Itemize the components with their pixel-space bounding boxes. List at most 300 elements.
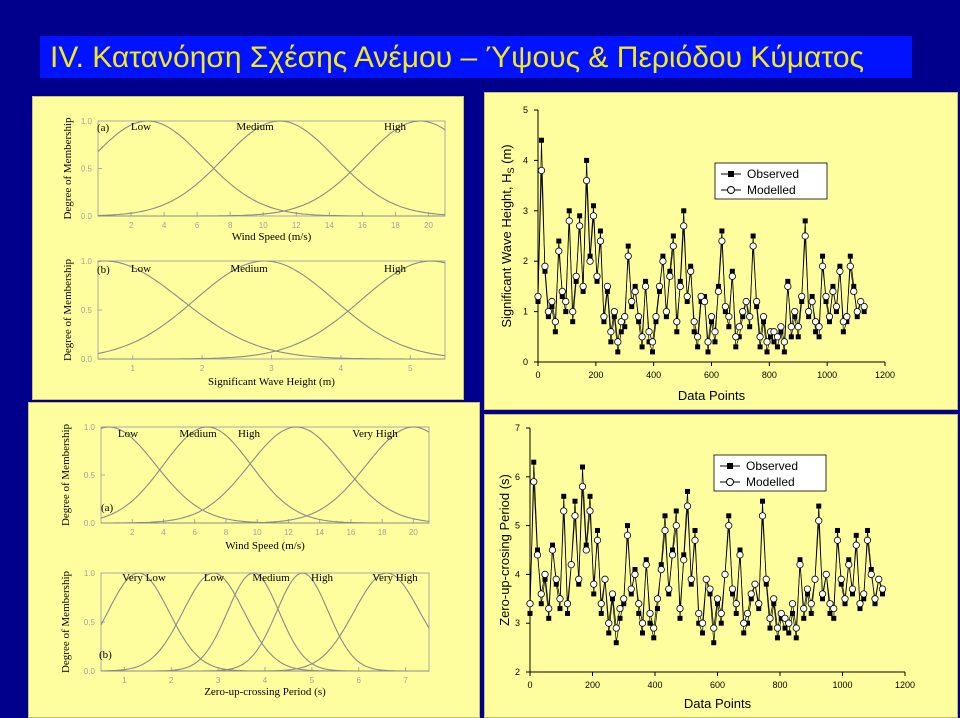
series-label: Low xyxy=(130,263,152,275)
x-axis-label: Zero-up-crossing Period (s) xyxy=(204,686,326,698)
x-tick-label: 10 xyxy=(258,221,268,230)
panel-label: (b) xyxy=(99,649,112,661)
membership-curve xyxy=(101,573,429,671)
observed-point xyxy=(650,349,655,354)
modelled-point xyxy=(667,273,673,279)
modelled-point xyxy=(534,552,540,558)
x-tick-label: 600 xyxy=(709,680,726,690)
modelled-point xyxy=(788,324,794,330)
legend-marker xyxy=(727,479,734,486)
x-tick-label: 8 xyxy=(227,221,233,230)
modelled-point xyxy=(583,547,589,553)
y-tick-label: 3 xyxy=(522,205,528,216)
series-label: High xyxy=(311,572,333,584)
observed-point xyxy=(741,630,746,635)
timeseries-chart-4 xyxy=(499,105,895,403)
modelled-point xyxy=(654,596,660,602)
timeseries-chart-5 xyxy=(497,423,915,711)
modelled-point xyxy=(699,620,705,626)
observed-point xyxy=(775,635,780,640)
membership-curve xyxy=(98,261,445,359)
modelled-point xyxy=(573,273,579,279)
membership-curve xyxy=(101,573,429,671)
modelled-point xyxy=(707,586,713,592)
observed-point xyxy=(801,616,806,621)
modelled-point xyxy=(712,329,718,335)
y-tick-label: 0.5 xyxy=(83,618,95,627)
y-tick-label: 1 xyxy=(522,306,528,317)
observed-point xyxy=(803,218,808,223)
modelled-point xyxy=(604,283,610,289)
observed-point xyxy=(695,344,700,349)
observed-point xyxy=(615,349,620,354)
observed-point xyxy=(719,228,724,233)
y-tick-label: 3 xyxy=(514,618,520,629)
modelled-point xyxy=(711,625,717,631)
x-tick-label: 14 xyxy=(324,221,334,230)
x-tick-label: 8 xyxy=(223,528,229,537)
modelled-point xyxy=(559,288,565,294)
modelled-point xyxy=(778,324,784,330)
observed-point xyxy=(711,640,716,645)
observed-point xyxy=(531,460,536,465)
observed-point xyxy=(567,208,572,213)
modelled-point xyxy=(615,339,621,345)
modelled-point xyxy=(793,625,799,631)
observed-point xyxy=(606,630,611,635)
modelled-point xyxy=(808,600,814,606)
modelled-point xyxy=(733,334,739,340)
observed-point xyxy=(539,138,544,143)
modelled-point xyxy=(719,238,725,244)
series-label: Low xyxy=(203,572,225,584)
modelled-point xyxy=(756,600,762,606)
modelled-point xyxy=(561,508,567,514)
modelled-point xyxy=(566,218,572,224)
modelled-point xyxy=(854,308,860,314)
modelled-point xyxy=(729,586,735,592)
modelled-point xyxy=(570,308,576,314)
modelled-point xyxy=(556,248,562,254)
modelled-point xyxy=(635,313,641,319)
modelled-point xyxy=(701,298,707,304)
x-tick-label: 12 xyxy=(291,221,301,230)
modelled-point xyxy=(666,586,672,592)
observed-point xyxy=(563,309,568,314)
y-tick-label: 2 xyxy=(522,256,528,267)
observed-point xyxy=(651,635,656,640)
plot-frame xyxy=(101,427,429,523)
modelled-point xyxy=(598,600,604,606)
modelled-point xyxy=(617,605,623,611)
modelled-point xyxy=(715,288,721,294)
modelled-point xyxy=(601,313,607,319)
modelled-point xyxy=(606,620,612,626)
modelled-point xyxy=(647,610,653,616)
modelled-point xyxy=(726,522,732,528)
modelled-point xyxy=(771,596,777,602)
modelled-point xyxy=(842,596,848,602)
y-tick-label: 0.5 xyxy=(83,471,95,480)
modelled-point xyxy=(846,561,852,567)
observed-point xyxy=(794,635,799,640)
chart-svg xyxy=(29,403,479,717)
x-tick-label: 10 xyxy=(252,528,262,537)
observed-point xyxy=(865,528,870,533)
modelled-point xyxy=(677,605,683,611)
modelled-point xyxy=(876,576,882,582)
observed-point xyxy=(820,254,825,259)
modelled-point xyxy=(611,308,617,314)
x-tick-label: 4 xyxy=(338,364,344,373)
y-tick-label: 0.5 xyxy=(80,164,92,174)
observed-point xyxy=(831,616,836,621)
observed-point xyxy=(768,626,773,631)
legend xyxy=(715,163,827,199)
observed-point xyxy=(685,489,690,494)
modelled-point xyxy=(527,600,533,606)
modelled-point xyxy=(767,615,773,621)
panel-label: (a) xyxy=(97,122,110,134)
observed-point xyxy=(539,601,544,606)
modelled-point xyxy=(613,625,619,631)
modelled-point xyxy=(568,561,574,567)
modelled-point xyxy=(579,483,585,489)
modelled-point xyxy=(670,243,676,249)
observed-point xyxy=(598,228,603,233)
modelled-point xyxy=(602,576,608,582)
x-tick-label: 18 xyxy=(390,221,400,230)
modelled-point xyxy=(826,313,832,319)
y-tick-label: 6 xyxy=(514,471,520,482)
modelled-point xyxy=(797,561,803,567)
x-tick-label: 1200 xyxy=(894,680,916,690)
modelled-point xyxy=(830,288,836,294)
modelled-point xyxy=(847,263,853,269)
observed-point xyxy=(671,234,676,239)
modelled-point xyxy=(804,586,810,592)
modelled-point xyxy=(651,625,657,631)
y-tick-label: 4 xyxy=(514,569,520,580)
modelled-point xyxy=(737,552,743,558)
modelled-point xyxy=(736,324,742,330)
x-tick-label: 4 xyxy=(161,528,166,537)
modelled-point xyxy=(576,576,582,582)
legend-marker xyxy=(728,171,734,177)
x-tick-label: 1000 xyxy=(832,680,853,690)
legend-marker xyxy=(727,463,733,469)
membership-curve xyxy=(101,427,429,523)
modelled-point xyxy=(792,308,798,314)
x-tick-label: 400 xyxy=(647,680,663,690)
x-axis-label: Wind Speed (m/s) xyxy=(231,231,312,243)
modelled-point xyxy=(703,576,709,582)
observed-point xyxy=(712,339,717,344)
y-axis-label: Degree of Membership xyxy=(62,117,74,220)
x-tick-label: 2 xyxy=(128,221,134,230)
y-tick-label: 5 xyxy=(522,105,528,115)
modelled-point xyxy=(868,571,874,577)
observed-point xyxy=(565,611,570,616)
chart-svg xyxy=(33,97,463,399)
modelled-point xyxy=(557,596,563,602)
modelled-point xyxy=(576,223,582,229)
modelled-point xyxy=(681,557,687,563)
membership-curve xyxy=(98,261,445,359)
x-tick-label: 2 xyxy=(169,676,174,685)
membership-chart-1 xyxy=(62,257,445,388)
membership-chart-0 xyxy=(62,117,445,243)
modelled-point xyxy=(879,586,885,592)
legend-label: Observed xyxy=(746,459,799,473)
modelled-point xyxy=(785,283,791,289)
modelled-point xyxy=(750,243,756,249)
observed-point xyxy=(726,513,731,518)
series-label: Medium xyxy=(252,572,290,584)
modelled-point xyxy=(663,308,669,314)
modelled-point xyxy=(733,600,739,606)
membership-curve xyxy=(101,573,429,671)
observed-point xyxy=(706,349,711,354)
observed-point xyxy=(626,244,631,249)
x-tick-label: 2 xyxy=(199,364,205,373)
observed-point xyxy=(719,621,724,626)
series-label: Very Low xyxy=(122,572,166,584)
modelled-point xyxy=(624,532,630,538)
modelled-point xyxy=(857,600,863,606)
x-tick-label: 3 xyxy=(269,364,274,373)
observed-point xyxy=(828,611,833,616)
observed-point xyxy=(700,630,705,635)
observed-point xyxy=(681,208,686,213)
x-tick-label: 0 xyxy=(535,370,541,380)
x-tick-label: 200 xyxy=(584,680,601,690)
y-tick-label: 4 xyxy=(522,155,528,166)
modelled-point xyxy=(587,258,593,264)
modelled-point xyxy=(844,313,850,319)
modelled-point xyxy=(609,591,615,597)
modelled-point xyxy=(639,334,645,340)
modelled-point xyxy=(819,591,825,597)
modelled-point xyxy=(853,542,859,548)
chart-svg xyxy=(485,93,957,409)
observed-point xyxy=(588,494,593,499)
x-tick-label: 4 xyxy=(262,676,268,685)
modelled-point xyxy=(746,313,752,319)
observed-point xyxy=(789,334,794,339)
slide-title: IV. Κατανόηση Σχέσης Ανέμου – Ύψους & Περιόδου Κύματος xyxy=(50,41,864,74)
modelled-point xyxy=(580,283,586,289)
x-tick-label: 1 xyxy=(122,676,127,685)
observed-point xyxy=(625,523,630,528)
modelled-point xyxy=(591,581,597,587)
modelled-point xyxy=(677,283,683,289)
modelled-point xyxy=(789,600,795,606)
x-tick-label: 5 xyxy=(408,364,413,373)
x-tick-label: 20 xyxy=(424,221,433,230)
observed-point xyxy=(561,494,566,499)
modelled-point xyxy=(590,213,596,219)
modelled-point xyxy=(694,334,700,340)
y-tick-label: 1.0 xyxy=(83,569,95,578)
modelled-point xyxy=(740,308,746,314)
modelled-point xyxy=(729,273,735,279)
x-tick-label: 18 xyxy=(377,528,387,537)
y-axis-label-unit: (m) xyxy=(499,144,514,168)
plot-frame xyxy=(98,261,445,359)
panel-label: (b) xyxy=(97,264,110,276)
y-tick-label: 0.5 xyxy=(80,306,92,315)
observed-point xyxy=(726,324,731,329)
plot-frame xyxy=(98,121,445,216)
x-tick-label: 12 xyxy=(283,528,293,537)
modelled-point xyxy=(632,571,638,577)
modelled-point xyxy=(774,625,780,631)
observed-point xyxy=(733,344,738,349)
observed-point xyxy=(760,499,765,504)
modelled-point xyxy=(622,313,628,319)
modelled-point xyxy=(660,258,666,264)
modelled-point xyxy=(823,293,829,299)
membership-panel-wind-period xyxy=(28,402,480,718)
modelled-point xyxy=(851,288,857,294)
membership-curve xyxy=(101,427,429,523)
observed-point xyxy=(584,158,589,163)
observed-point xyxy=(841,329,846,334)
modelled-point xyxy=(681,223,687,229)
modelled-point xyxy=(795,324,801,330)
modelled-point xyxy=(553,576,559,582)
x-tick-label: 16 xyxy=(346,528,356,537)
observed-point xyxy=(558,606,563,611)
x-tick-label: 800 xyxy=(772,680,788,690)
modelled-point xyxy=(542,571,548,577)
y-axis-label xyxy=(497,474,512,626)
title-bar xyxy=(40,36,912,78)
y-tick-label: 0.0 xyxy=(80,355,92,364)
modelled-point xyxy=(684,503,690,509)
observed-point xyxy=(622,324,627,329)
modelled-point xyxy=(538,167,544,173)
modelled-point xyxy=(688,576,694,582)
modelled-point xyxy=(628,586,634,592)
modelled-point xyxy=(861,591,867,597)
y-tick-label: 7 xyxy=(514,423,520,433)
modelled-point xyxy=(823,571,829,577)
wave-period-panel xyxy=(484,414,958,718)
modelled-point xyxy=(608,329,614,335)
modelled-point xyxy=(542,263,548,269)
modelled-point xyxy=(748,591,754,597)
observed-point xyxy=(783,626,788,631)
modelled-point xyxy=(687,268,693,274)
x-tick-label: 20 xyxy=(408,528,418,537)
modelled-point xyxy=(549,547,555,553)
x-tick-label: 4 xyxy=(161,221,167,230)
x-axis-label: Data Points xyxy=(677,388,746,403)
modelled-point xyxy=(658,566,664,572)
modelled-point xyxy=(705,339,711,345)
series-label: High xyxy=(384,121,406,133)
modelled-point xyxy=(872,596,878,602)
modelled-point xyxy=(809,298,815,304)
modelled-point xyxy=(628,298,634,304)
membership-curve xyxy=(98,121,445,216)
modelled-point xyxy=(594,537,600,543)
observed-point xyxy=(599,611,604,616)
observed-point xyxy=(786,630,791,635)
modelled-point xyxy=(834,537,840,543)
modelled-point xyxy=(757,334,763,340)
modelled-point xyxy=(643,561,649,567)
x-tick-label: 1000 xyxy=(817,370,838,380)
modelled-point xyxy=(636,600,642,606)
modelled-point xyxy=(744,610,750,616)
modelled-point xyxy=(669,552,675,558)
observed-point xyxy=(782,349,787,354)
legend xyxy=(714,455,826,491)
modelled-point xyxy=(743,298,749,304)
observed-point xyxy=(734,611,739,616)
observed-point xyxy=(835,528,840,533)
y-axis-label-main: Significant Wave Height, H xyxy=(499,173,514,328)
observed-point xyxy=(678,616,683,621)
modelled-point xyxy=(753,298,759,304)
observed-point xyxy=(595,528,600,533)
y-tick-label: 0.0 xyxy=(83,519,95,528)
x-tick-label: 2 xyxy=(130,528,135,537)
modelled-point xyxy=(722,303,728,309)
x-tick-label: 200 xyxy=(588,370,604,380)
y-tick-label: 0 xyxy=(522,357,528,367)
observed-point xyxy=(693,528,698,533)
observed-point xyxy=(771,339,776,344)
modelled-point xyxy=(632,288,638,294)
modelled-point xyxy=(759,513,765,519)
observed-point xyxy=(577,213,582,218)
x-tick-label: 1 xyxy=(130,364,135,373)
observed-point xyxy=(580,465,585,470)
observed-point xyxy=(751,234,756,239)
modelled-point xyxy=(564,600,570,606)
observed-point xyxy=(813,329,818,334)
modelled-point xyxy=(838,576,844,582)
x-tick-label: 0 xyxy=(527,680,533,690)
modelled-point xyxy=(545,308,551,314)
modelled-point xyxy=(538,591,544,597)
observed-point xyxy=(556,239,561,244)
observed-point xyxy=(640,344,645,349)
observed-point xyxy=(775,344,780,349)
membership-curve xyxy=(101,427,429,523)
chart-svg xyxy=(485,415,957,717)
modelled-point xyxy=(864,537,870,543)
modelled-point xyxy=(805,308,811,314)
y-tick-label: 1.0 xyxy=(80,257,92,266)
modelled-point xyxy=(662,527,668,533)
legend-marker xyxy=(728,187,735,194)
observed-point xyxy=(608,339,613,344)
series-label: Very High xyxy=(372,572,418,584)
observed-point xyxy=(747,324,752,329)
membership-curve xyxy=(101,573,429,671)
modelled-point xyxy=(816,518,822,524)
y-tick-label: 1.0 xyxy=(80,117,92,126)
observed-point xyxy=(591,203,596,208)
modelled-point xyxy=(760,313,766,319)
modelled-point xyxy=(752,581,758,587)
observed-point xyxy=(674,508,679,513)
